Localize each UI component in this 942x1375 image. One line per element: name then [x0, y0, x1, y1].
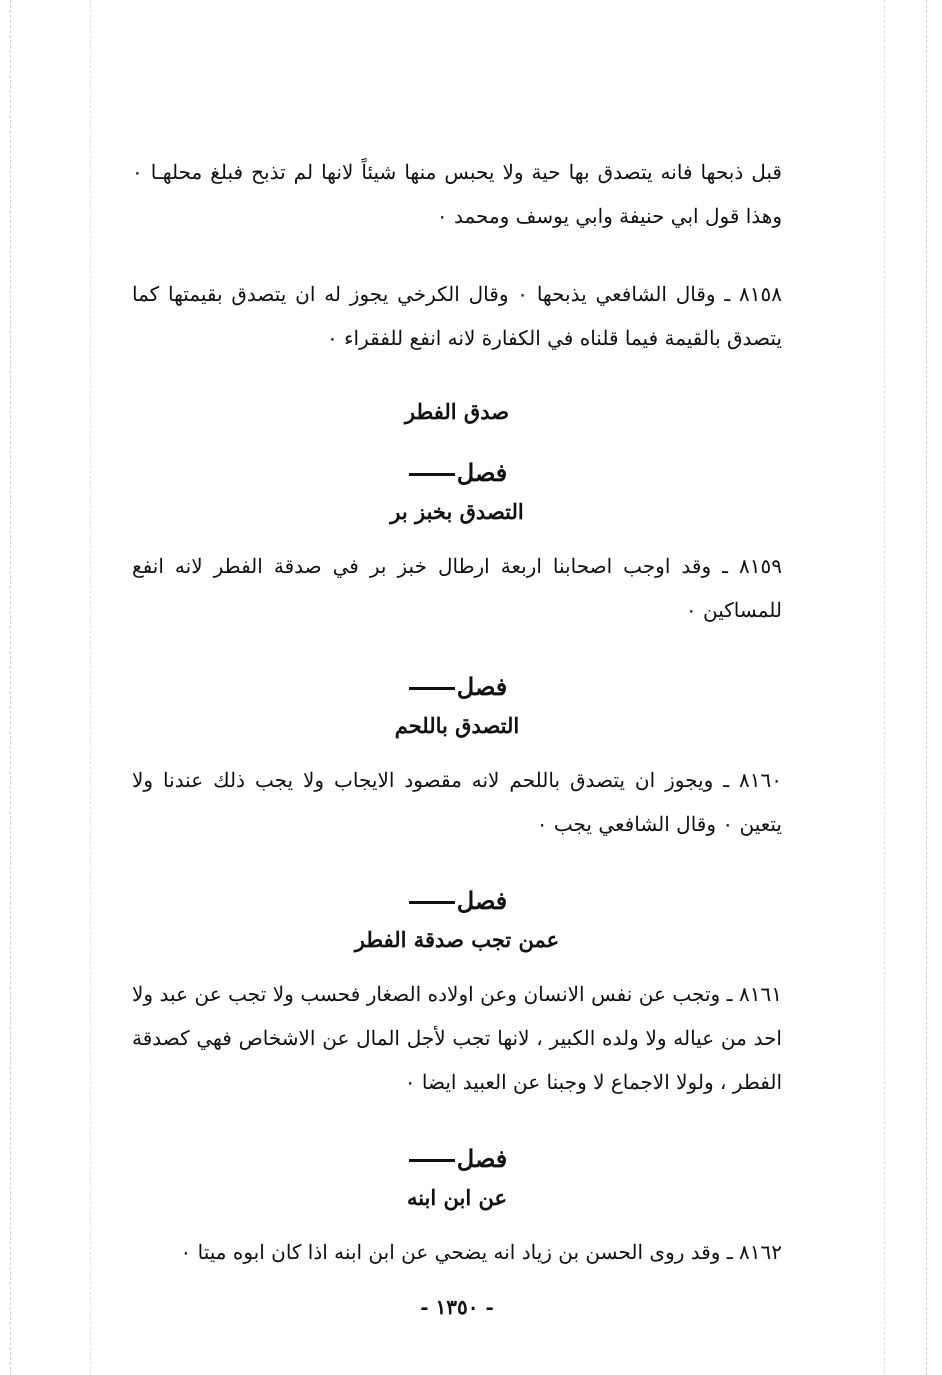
book-page	[132, 150, 782, 1342]
paragraph-8158: ٨١٥٨ ـ وقال الشافعي يذبحها ٠ وقال الكرخي يجوز له ان يتصدق بقيمتها كما يتصدق بالقيمة فيما قلناه في الكفارة لانه انفع للفقراء ٠	[132, 282, 783, 350]
fasl-label: فصل	[456, 672, 508, 701]
page-number: - ١٣٥٠ -	[420, 1295, 494, 1319]
heading-an-ibn-ibnihi: عن ابن ابنه	[406, 1185, 508, 1210]
scan-edge-left	[10, 0, 11, 1375]
heading-tasadduq-lahm: التصدق باللحم	[394, 713, 520, 738]
paragraph-intro: قبل ذبحها فانه يتصدق بها حية ولا يحبس منها شيئاً لانها لم تذبح فبلغ محلهـا ٠ وهذا قول ابي حنيفة وابي يوسف ومحمد ٠	[132, 160, 782, 228]
scan-edge-inner-right	[884, 0, 885, 1375]
fasl-heading	[132, 880, 782, 922]
fasl-rule	[409, 687, 455, 690]
paragraph-8161: ٨١٦١ ـ وتجب عن نفس الانسان وعن اولاده الصغار فحسب ولا تجب عن عبد ولا احد من عياله ولا ولده الكبير ، لانها تجب لأجل المال عن الاشخاص فهي كصدقة الفطر ، ولولا الاجماع لا وجبنا عن العبيد ايضا ٠	[132, 982, 782, 1094]
heading-amman-tajib: عمن تجب صدقة الفطر	[354, 927, 560, 952]
fasl-rule	[409, 901, 455, 904]
fasl-label: فصل	[456, 886, 508, 915]
fasl-heading	[132, 666, 782, 708]
fasl-rule	[409, 1159, 455, 1162]
fasl-label: فصل	[456, 458, 508, 487]
scan-edge-right	[926, 0, 927, 1375]
scan-edge-inner-left	[90, 0, 91, 1375]
fasl-label: فصل	[456, 1144, 508, 1173]
paragraph-8162: ٨١٦٢ ـ وقد روى الحسن بن زياد انه يضحي عن ابن ابنه اذا كان ابوه ميتا ٠	[180, 1240, 782, 1264]
section-title-sadaq-alfitr: صدق الفطر	[404, 399, 510, 424]
fasl-heading	[132, 452, 782, 494]
fasl-rule	[409, 473, 455, 476]
heading-tasadduq-khubz: التصدق بخبز بر	[390, 499, 524, 524]
paragraph-8159: ٨١٥٩ ـ وقد اوجب اصحابنا اربعة ارطال خبز بر في صدقة الفطر لانه انفع للمساكين ٠	[132, 554, 782, 622]
paragraph-8160: ٨١٦٠ ـ ويجوز ان يتصدق باللحم لانه مقصود الايجاب ولا يجب ذلك عندنا ولا يتعين ٠ وقال الشافعي يجب ٠	[132, 768, 782, 836]
fasl-heading	[132, 1138, 782, 1180]
